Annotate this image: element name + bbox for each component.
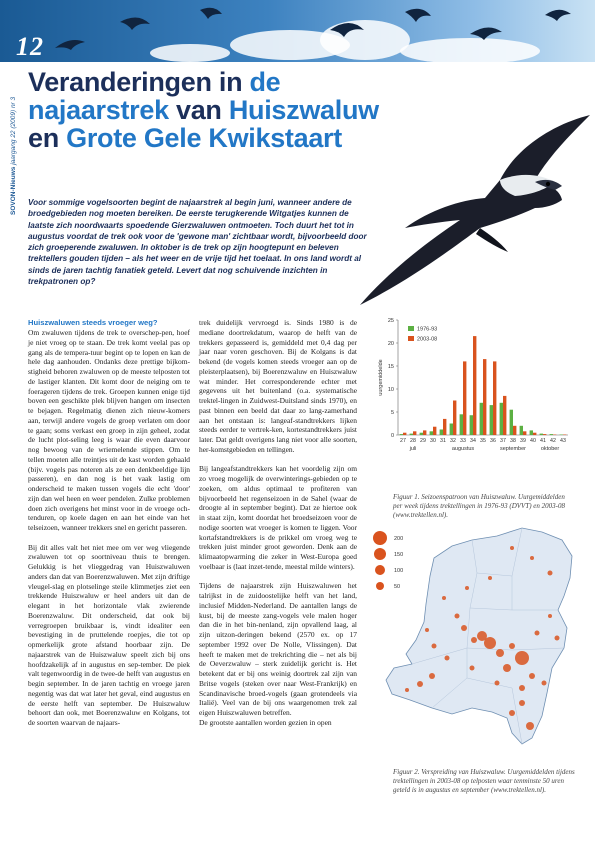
bar-1976-93-wk39 [520, 426, 523, 435]
legend-dot [375, 565, 385, 575]
x-tick-label: 27 [400, 438, 406, 444]
x-tick-label: 34 [470, 438, 476, 444]
map-legend [373, 531, 403, 590]
legend-label: 1976-93 [417, 326, 438, 333]
site-dot [488, 576, 492, 580]
site-dot [465, 586, 469, 590]
month-label: juli [409, 446, 417, 452]
site-dot [495, 681, 500, 686]
legend-label: 200 [394, 536, 404, 542]
bar-1976-93-wk35 [480, 403, 483, 435]
legend-swatch [408, 326, 414, 331]
figure-1-caption: Figuur 1. Seizoenspatroon van Huiszwaluw. Uurgemiddelden per week tijdens trektellingen in 1976-93 (DVVT) en 2003-08 (www.trektellen.nl). [393, 493, 565, 519]
bar-1976-93-wk34 [470, 415, 473, 435]
x-tick-label: 43 [560, 438, 566, 444]
site-dot [470, 666, 475, 671]
section-heading: Huiszwaluwen steeds vroeger weg? [28, 318, 158, 327]
site-dot [432, 644, 437, 649]
x-tick-label: 42 [550, 438, 556, 444]
bar-1976-93-wk29 [420, 433, 423, 435]
bar-2003-08-wk31 [443, 419, 446, 435]
site-dot [471, 637, 477, 643]
y-tick-label: 20 [387, 341, 394, 347]
bar-2003-08-wk28 [413, 431, 416, 435]
site-dot [405, 688, 409, 692]
bar-2003-08-wk39 [523, 431, 526, 435]
body-column-1 [28, 318, 190, 738]
bar-1976-93-wk27 [400, 434, 403, 435]
site-dot [530, 556, 534, 560]
legend-dot [373, 531, 387, 545]
x-tick-label: 28 [410, 438, 416, 444]
site-dot [442, 596, 446, 600]
site-dot [496, 649, 504, 657]
bar-1976-93-wk38 [510, 410, 513, 435]
site-dot [503, 664, 511, 672]
bar-1976-93-wk33 [460, 414, 463, 435]
legend-dot [374, 548, 386, 560]
legend-swatch [408, 336, 414, 341]
site-dot [509, 710, 515, 716]
paragraph: Tijdens de najaarstrek zijn Huiszwaluwen het talrijkst in de zuidoostelijke helft van het land, inclusief Midden-Nederland. De aantallen langs de kust, bij de meeste zang-vogels vele malen hoger dan die in het bin-nenland, zijn opvallend laag, al zijn uitzon-deringen bekend (2570 ex. op 17 september 1992 over De Nolle, Vlissingen). Dat heeft te maken met de trekrichting die – net als bij de Oeverzwaluw – sterk zuidelijk gericht is. Het betekent dat er bij ons weinig doortrek zal zijn van Britse vogels (steken over naar West-Frankrijk) en Scandinavische broed-vogels (gaan grotendeels via Italië). Veel van de bij ons waargenomen trek zal eigen Huiszwaluwen betreffen. [199, 581, 357, 717]
site-dot [548, 571, 553, 576]
site-dot [515, 651, 529, 665]
site-dot [555, 636, 560, 641]
bar-2003-08-wk35 [483, 359, 486, 435]
site-dot [535, 631, 540, 636]
bar-1976-93-wk40 [530, 430, 533, 435]
site-dot [526, 722, 534, 730]
paragraph: trek duidelijk vervroegd is. Sinds 1980 is de mediane doortrekdatum, waarop de helft van de trekkers gepasseerd is, gemiddeld met 0,4 dag per jaar naar voren geschoven. Bij de Kolgans is dat bekend (de vogels komen steeds vroeger aan op de pleisterplaatsen), bij Boerenzwaluw en Huiszwaluw wat minder. Het corresponderende echter met gegevens uit het buitenland (o.a. systematische trektel-lingen in Zuidwest-Duitsland sinds 1970), en past binnen een beeld dat daar zo lang-zamerhand aan het ontstaan is: langeaf-standtrekkers lijken steeds eerder te vertrek-ken, kortestandtrekkers juist later. Dat geldt overigens lang niet voor alle soorten, her-komstgebieden en tellingen. [199, 318, 357, 454]
bar-2003-08-wk40 [533, 433, 536, 435]
running-head: SOVON-Nieuws jaargang 22 (2009) nr 3 [10, 96, 17, 215]
bar-1976-93-wk42 [550, 434, 553, 435]
x-tick-label: 31 [440, 438, 446, 444]
article-title: Veranderingen in de najaarstrek van Huiszwaluw en Grote Gele Kwikstaart [28, 67, 379, 153]
netherlands-distribution-map [372, 518, 582, 758]
month-label: september [500, 446, 526, 452]
bar-1976-93-wk37 [500, 403, 503, 435]
legend-label: 100 [394, 568, 404, 574]
x-tick-label: 39 [520, 438, 526, 444]
paragraph: De grootste aantallen worden gezien in open [199, 717, 332, 727]
y-tick-label: 15 [387, 364, 394, 370]
x-tick-label: 29 [420, 438, 426, 444]
swallows-decoration-icon [0, 0, 595, 62]
site-dot [519, 700, 525, 706]
y-tick-label: 25 [387, 318, 394, 324]
site-dot [461, 625, 467, 631]
site-dot [429, 673, 435, 679]
y-tick-label: 0 [390, 433, 394, 439]
site-dot [417, 681, 423, 687]
bar-2003-08-wk36 [493, 361, 496, 435]
bar-2003-08-wk32 [453, 401, 456, 436]
legend-dot [376, 582, 384, 590]
paragraph: Bij dit alles valt het niet mee om ver weg vliegende zwaluwen tot op soortniveau thuis te brengen. Gelukkig is het vlieggedrag van Huiszwaluwen anders dan dat van Boerenzwaluwen. Met zijn driftige vleugel-slag en plotselinge steile klimmetjes ziet een trekkende Huiszwaluw er heel anders uit dan de elegant in het horizontale vlak zwierende Boerenzwaluw. Dit onderscheid, dat ook bij verregroepen bruikbaar is, vindt idealiter een bevestiging in de pruttelende roepjes, die tot op opmerkelijk grote afstand hoorbaar zijn. De najaarstrek van de Huiszwaluw speelt zich bij ons hoofdzakelijk af in augustus en sep-tember. De piek valt tegenwoordig in de twee-de helft van augustus en begin september. In de jaren tachtig en vroege jaren negentig was dat wat later het geval, eind augustus en de eerste helft van september. De Huiszwaluw behoort dan ook, met Boerenzwaluw en Kolgans, tot de soorten waarvan de najaars- [28, 542, 190, 727]
intro-paragraph: Voor sommige vogelsoorten begint de najaarstrek al begin juni, wanneer andere de broedgebieden nog moeten bereiken. De eerste terugkerende Witgatjes kunnen de laatste zich noordwaarts spoedende Gierzwaluwen ontmoeten. Toch duurt het tot in augustus voordat de trek ook voor de 'gewone man' zichtbaar wordt, bijvoorbeeld door zich groeperende zwaluwen. In oktober is de trek op zijn hoogtepunt en beleven trektellers gouden tijden – als het weer en de vrije tijd het toelaat. In ons land wordt al sinds de jaren tachtig fanatiek geteld. Levert dat nog schuivende inzichten in trekpatronen op? [28, 198, 367, 287]
site-dot [509, 643, 515, 649]
x-tick-label: 36 [490, 438, 496, 444]
paragraph: Bij langeafstandtrekkers kan het voordelig zijn om zo vroeg mogelijk de overwinterings-gebieden op te zoeken, om aldus optimaal te profiteren van bijvoorbeeld het regenseizoen in de Sahel (waar de droogte al in september begint). Dat ze hiertoe ook in staat zijn, komt doordat het broedseizoen voor de nodige soorten wat vroeger is komen te liggen. Voor kortafstandtrekkers is de prikkel om vroeg weg te trekken juist minder groot geworden. Denk aan de klimaatopwarming die zeker in West-Europa goed voelbaar is (laat inzet-tende, meestal milde winters). [199, 464, 357, 571]
bar-1976-93-wk41 [540, 434, 543, 435]
x-tick-label: 41 [540, 438, 546, 444]
bar-2003-08-wk30 [433, 427, 436, 435]
y-axis-label: uurgemiddelde [378, 359, 384, 396]
x-tick-label: 38 [510, 438, 516, 444]
bar-2003-08-wk33 [463, 361, 466, 435]
page-number: 12 [16, 32, 44, 61]
bar-2003-08-wk37 [503, 396, 506, 435]
site-dot [519, 685, 525, 691]
bar-2003-08-wk27 [403, 433, 406, 435]
x-tick-label: 40 [530, 438, 536, 444]
site-dot [510, 546, 514, 550]
legend-label: 150 [394, 552, 404, 558]
bar-1976-93-wk28 [410, 434, 413, 435]
y-tick-label: 10 [387, 387, 394, 393]
site-dot [484, 637, 496, 649]
site-dot [425, 628, 429, 632]
site-dot [445, 656, 450, 661]
bar-2003-08-wk34 [473, 336, 476, 435]
x-tick-label: 32 [450, 438, 456, 444]
bar-1976-93-wk32 [450, 424, 453, 436]
header-banner [0, 0, 595, 62]
site-dot [548, 614, 552, 618]
month-label: oktober [540, 446, 560, 452]
x-tick-label: 30 [430, 438, 436, 444]
x-tick-label: 33 [460, 438, 466, 444]
bar-2003-08-wk29 [423, 430, 426, 435]
legend-label: 2003-08 [417, 336, 438, 343]
bar-1976-93-wk31 [440, 429, 443, 435]
site-dot [529, 673, 535, 679]
figure-2-caption: Figuur 2. Verspreiding van Huiszwaluw. Uurgemiddelden tijdens trektellingen in 2003-08 op telposten waar tenminste 50 uren geteld is in augustus en september (www.trektellen.nl). [393, 768, 575, 794]
seasonal-pattern-chart [376, 314, 576, 462]
body-column-2 [199, 318, 357, 737]
site-dot [455, 614, 460, 619]
bar-2003-08-wk41 [543, 434, 546, 435]
paragraph: Om zwaluwen tijdens de trek te overschep-pen, hoef je niet vroeg op te staan. De trek komt veelal pas op gang als de tempera-tuur begint op te lopen en kan de hele dag aanhouden. Ondanks deze prettige bijkom-stigheid behoren zwaluwen op de meeste telposten tot de lastiger klanten. Dit komt door de neiging om te foerageren tijdens de trek. Groepen kunnen enige tijd boven een geschikte plek blijven hangen om insecten te bejagen. Regelmatig dienen zich nieuw-komers aan, terwijl andere vogels de groep verlaten om door te gaan; soms verkast een groep in zijn geheel, zodat de lucht plot-seling leeg is waar die even daarvoor nog bewoog van de wriemelende stippen. Om te tellen moeten alle treintjes uit de kast worden gehaald (bijv. vogels pas noteren als ze een denkbeeldige lijn passeren), en dan nog is het vaak lastig om onderscheid te maken tussen vogels die echt 'door' zijn dan wel heen en weer pendelen. Zulke problemen doen zich overigens het minst voor in de vroege och-tenduren, op koele dagen en aan het einde van het telseizoen, wanneer trekkers snel en gericht passeren. [28, 328, 190, 532]
bar-1976-93-wk30 [430, 431, 433, 435]
site-dot [542, 681, 547, 686]
legend-label: 50 [394, 584, 401, 590]
y-tick-label: 5 [390, 410, 394, 416]
bar-1976-93-wk36 [490, 405, 493, 435]
bar-2003-08-wk38 [513, 426, 516, 435]
x-tick-label: 37 [500, 438, 506, 444]
x-tick-label: 35 [480, 438, 486, 444]
house-martin-photo [350, 110, 595, 310]
month-label: augustus [451, 446, 475, 452]
